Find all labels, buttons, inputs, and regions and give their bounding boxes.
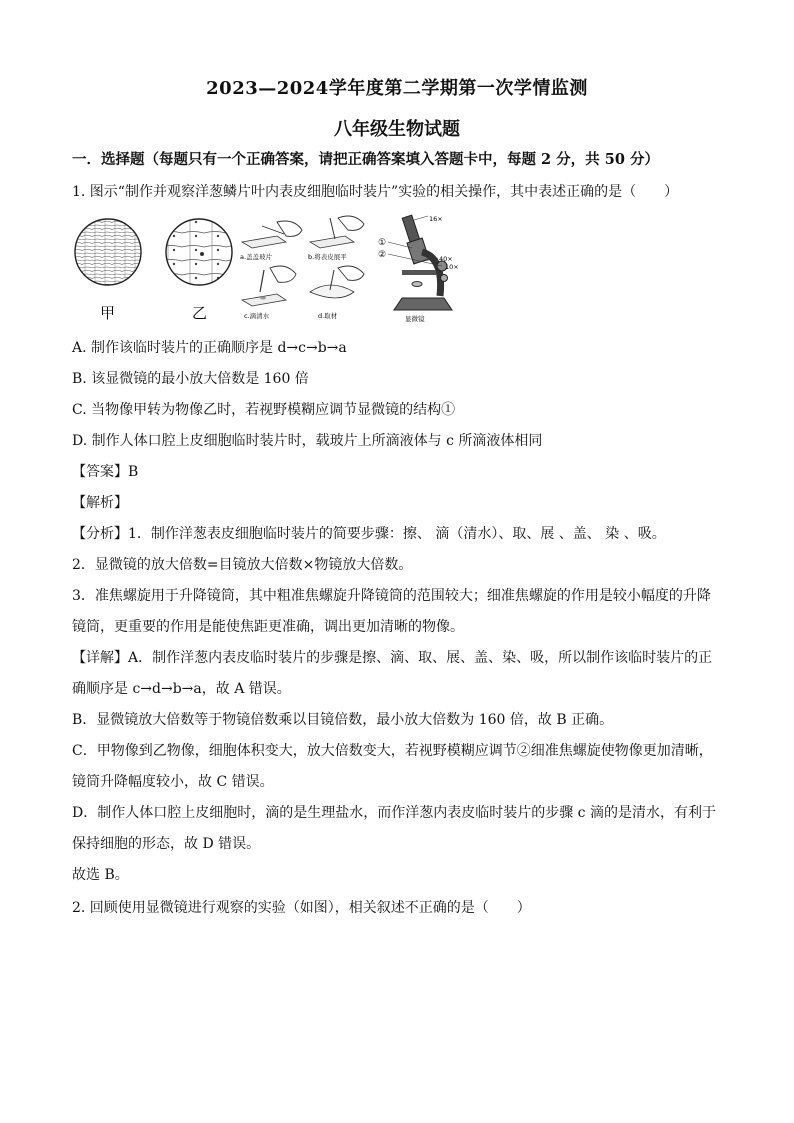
- svg-text:②: ②: [378, 250, 387, 260]
- analysis-line: 故选 B。: [72, 867, 129, 883]
- analysis-line: B．显微镜放大倍数等于物镜倍数乘以目镜倍数，最小放大倍数为 160 倍，故 B 正确。: [72, 712, 614, 728]
- question-1-stem: 1. 图示“制作并观察洋葱鳞片叶内表皮细胞临时装片”实验的相关操作，其中表述正确的是（ ）: [72, 184, 679, 200]
- question-2-stem: 2. 回顾使用显微镜进行观察的实验（如图），相关叙述不正确的是（ ）: [72, 900, 531, 916]
- analysis-line: 3．准焦螺旋用于升降镜筒，其中粗准焦螺旋升降镜筒的范围较大；细准焦螺旋的作用是较小幅度的升降: [72, 588, 711, 604]
- svg-text:16×: 16×: [429, 215, 443, 223]
- analysis-line: 确顺序是 c→d→b→a，故 A 错误。: [72, 681, 291, 697]
- step-b-illustration: [308, 216, 364, 261]
- svg-text:b.将表皮展平: b.将表皮展平: [308, 253, 347, 261]
- exam-subtitle: 八年级生物试题: [334, 119, 460, 140]
- analysis-line: 镜筒升降幅度较小，故 C 错误。: [72, 774, 274, 790]
- view-jia-circle: [75, 219, 141, 285]
- svg-text:①: ①: [378, 238, 387, 248]
- analysis-line: 镜筒，更重要的作用是能使焦距更准确，调出更加清晰的物像。: [72, 619, 464, 635]
- svg-text:c.滴清水: c.滴清水: [244, 312, 270, 320]
- question-1-analysis-label: 【解析】: [72, 495, 128, 511]
- svg-text:d.取材: d.取材: [318, 312, 338, 320]
- microscope-illustration: [378, 215, 459, 323]
- label-yi: 乙: [192, 304, 208, 322]
- analysis-line: C．甲物像到乙物像，细胞体积变大，放大倍数变大，若视野模糊应调节②细准焦螺旋使物像更加清晰，: [72, 743, 713, 759]
- analysis-line: 保持细胞的形态，故 D 错误。: [72, 836, 261, 852]
- question-1-option-b: B. 该显微镜的最小放大倍数是 160 倍: [72, 371, 309, 387]
- question-1-option-d: D. 制作人体口腔上皮细胞临时装片时，载玻片上所滴液体与 c 所滴液体相同: [72, 433, 543, 449]
- view-yi-circle: [166, 219, 232, 285]
- label-jia: 甲: [100, 304, 116, 322]
- step-a-illustration: [240, 221, 302, 261]
- step-c-illustration: [242, 266, 296, 320]
- analysis-line: 2．显微镜的放大倍数=目镜放大倍数×物镜放大倍数。: [72, 557, 413, 573]
- analysis-line: D．制作人体口腔上皮细胞时，滴的是生理盐水，而作洋葱内表皮临时装片的步骤 c 滴的是清水，有利于: [72, 805, 716, 821]
- step-d-illustration: [310, 266, 364, 320]
- section-heading: 一．选择题（每题只有一个正确答案，请把正确答案填入答题卡中，每题 2 分，共 50 分）: [72, 151, 659, 168]
- svg-text:10×: 10×: [445, 263, 459, 271]
- analysis-line: 【分析】1．制作洋葱表皮细胞临时装片的简要步骤：擦、 滴（清水）、取、展 、盖、 染 、吸。: [72, 526, 666, 542]
- question-1-option-c: C. 当物像甲转为物像乙时，若视野模糊应调节显微镜的结构①: [72, 402, 456, 418]
- microscope-experiment-illustration: [72, 212, 472, 326]
- svg-text:40×: 40×: [439, 255, 453, 263]
- analysis-line: 【详解】A．制作洋葱内表皮临时装片的步骤是擦、滴、取、展、盖、染、吸，所以制作该临时装片的正: [72, 650, 713, 666]
- svg-text:a.盖盖玻片: a.盖盖玻片: [240, 253, 273, 261]
- question-1-option-a: A. 制作该临时装片的正确顺序是 d→c→b→a: [72, 340, 347, 356]
- svg-text:显微镜: 显微镜: [405, 315, 425, 323]
- question-1-answer: 【答案】B: [72, 464, 139, 480]
- exam-title: 2023—2024学年度第二学期第一次学情监测: [206, 78, 588, 99]
- question-1-figure: [72, 212, 472, 326]
